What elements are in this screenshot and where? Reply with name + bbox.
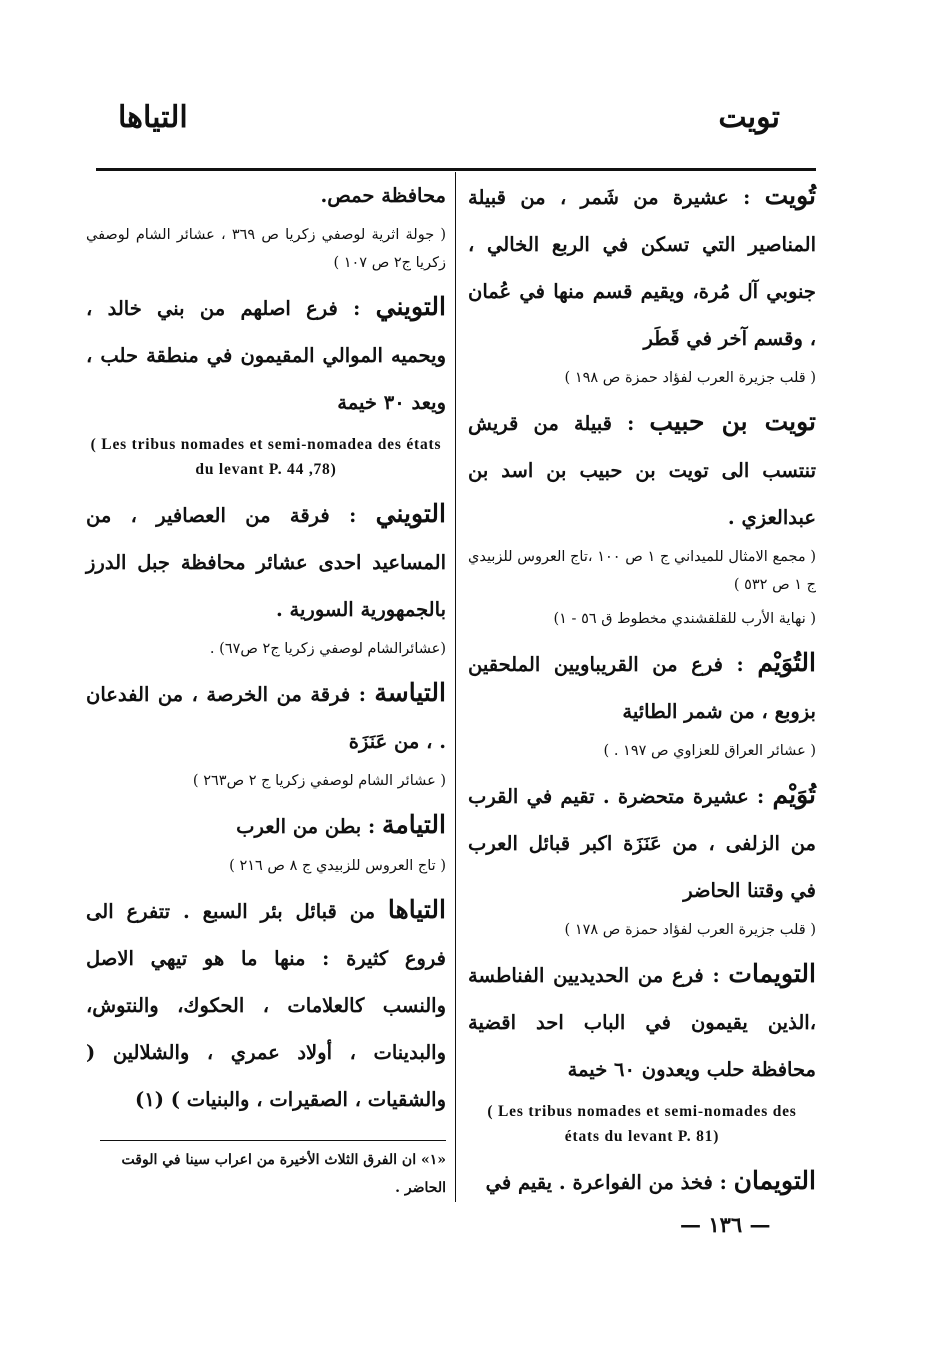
entry-altuwaini-1 xyxy=(86,283,446,426)
reference: ( عشائر الشام لوصفي زكريا ج ٢ ص٢٦٣ ) xyxy=(192,773,446,789)
entry-text: : فرقة من الخرصة ، من الفدعان . ، من عَنَزَة xyxy=(86,683,446,753)
reference: ( نهاية الأرب للقلقشندي مخطوط ق ٥٦ - ١) xyxy=(553,611,816,627)
entry-altuwaini-2 xyxy=(86,490,446,633)
reference: ( مجمع الامثال للميداني ج ١ ص ١٠٠ ،تاج العروس للزبيدي ج ١ ص ٥٣٢ ) xyxy=(468,549,816,593)
entry-headword: التويني xyxy=(375,499,446,528)
column-divider xyxy=(455,172,456,1202)
entry-headword: التويمات xyxy=(728,959,816,988)
reference: (عشائرالشام لوصفي زكريا ج٢ ص٦٧) . xyxy=(209,641,446,657)
reference: ( قلب جزيرة العرب لفؤاد حمزة ص ١٩٨ ) xyxy=(564,370,816,386)
footnote: «١» ان الفرق الثلاث الأخيرة من اعراب سينا في الوقت الحاضر . xyxy=(121,1152,446,1196)
entry-altiyama xyxy=(86,801,446,850)
header-rule xyxy=(96,168,816,171)
entry-tuwait-bin-habib xyxy=(468,398,816,541)
french-reference: ( Les tribus nomades et semi-nomadea des états du levant P. 44 ,78) xyxy=(90,436,442,478)
entry-headword: تويت بن حبيب xyxy=(649,407,816,436)
entry-headword: التُوَيْم xyxy=(757,648,816,677)
page-number: — ١٣٦ — xyxy=(680,1212,771,1237)
entry-headword: التويمان xyxy=(733,1166,816,1195)
entry-headword: تُويت xyxy=(764,181,816,210)
french-reference: ( Les tribus nomades et semi-nomades des états du levant P. 81) xyxy=(487,1103,797,1145)
entry-headword: التياسة xyxy=(374,678,446,707)
entry-text: : فرع من القريباويين الملحقين بزوبع ، من شمر الطائية xyxy=(468,653,816,723)
running-header-right: تويت xyxy=(718,100,780,135)
entry-headword: التياها xyxy=(387,895,446,924)
entry-text: : فرع اصلهم من بني خالد ، ويحميه الموالي المقيمون في منطقة حلب ، ويعد ٣٠ خيمة xyxy=(86,297,446,414)
entry-headword: التويني xyxy=(375,292,446,321)
entry-text: : فرقة من العصافير ، من المساعيد احدى عشائر محافظة جبل الدرز بالجمهورية السورية . xyxy=(86,504,446,621)
entry-tuwaim xyxy=(468,771,816,914)
entry-tuwait xyxy=(468,172,816,362)
entry-altiyaha xyxy=(86,886,446,1123)
entry-headword: التيامة xyxy=(381,810,446,839)
entry-altuwaimat xyxy=(468,950,816,1093)
left-column xyxy=(86,172,446,1123)
entry-text: : فخذ من الفواعرة . يقيم في xyxy=(485,1171,734,1194)
entry-text: : عشيرة متحضرة . تقيم في القرب من الزلفى ، من عَنَزَة اكبر قبائل العرب في وقتنا الحاضر xyxy=(468,785,816,902)
right-column xyxy=(468,172,816,1206)
reference: ( قلب جزيرة العرب لفؤاد حمزة ص ١٧٨ ) xyxy=(564,922,816,938)
continuation-line: محافظة حمص. xyxy=(320,184,446,207)
entry-text: : قبيلة من قريش تنتسب الى تويت بن حبيب بن اسد بن عبدالعزي . xyxy=(468,412,816,529)
entry-text: من قبائل بئر السبع . تتفرع الى فروع كثيرة : منها ما هو تيهي الاصل والنسب كالعلامات ، الحكوك، والنتوش، والبدينات ، أولاد عمري ، والشلالين ( والشقيات ، الصقيرات ، والبنيات ) (١) xyxy=(86,900,446,1111)
entry-text: : بطن من العرب xyxy=(236,815,382,838)
footnote-rule xyxy=(100,1140,446,1141)
entry-altuwaiman xyxy=(468,1157,816,1206)
reference: ( عشائر العراق للعزاوي ص ١٩٧ . ) xyxy=(603,743,816,759)
entry-text: : فرع من الحديديين الفناطسة ،الذين يقيمون في الباب احد اقضية محافظة حلب ويعدون ٦٠ خيمة xyxy=(468,964,816,1081)
entry-altiyasa xyxy=(86,669,446,765)
entry-headword: تُوَيْم xyxy=(772,780,816,809)
reference: ( تاج العروس للزبيدي ج ٨ ص ٢١٦ ) xyxy=(229,858,446,874)
running-header-left: التياها xyxy=(118,100,188,135)
entry-altuwaim xyxy=(468,639,816,735)
entry-text: : عشيرة من شَمر ، من قبيلة المناصير التي تسكن في الربع الخالي ، جنوبي آل مُرة، ويقيم قسم منها في عُمان ، وقسم آخر في قَطَر xyxy=(468,186,816,350)
reference: ( جولة اثرية لوصفي زكريا ص ٣٦٩ ، عشائر الشام لوصفي زكريا ج٢ ص ١٠٧ ) xyxy=(86,227,447,271)
